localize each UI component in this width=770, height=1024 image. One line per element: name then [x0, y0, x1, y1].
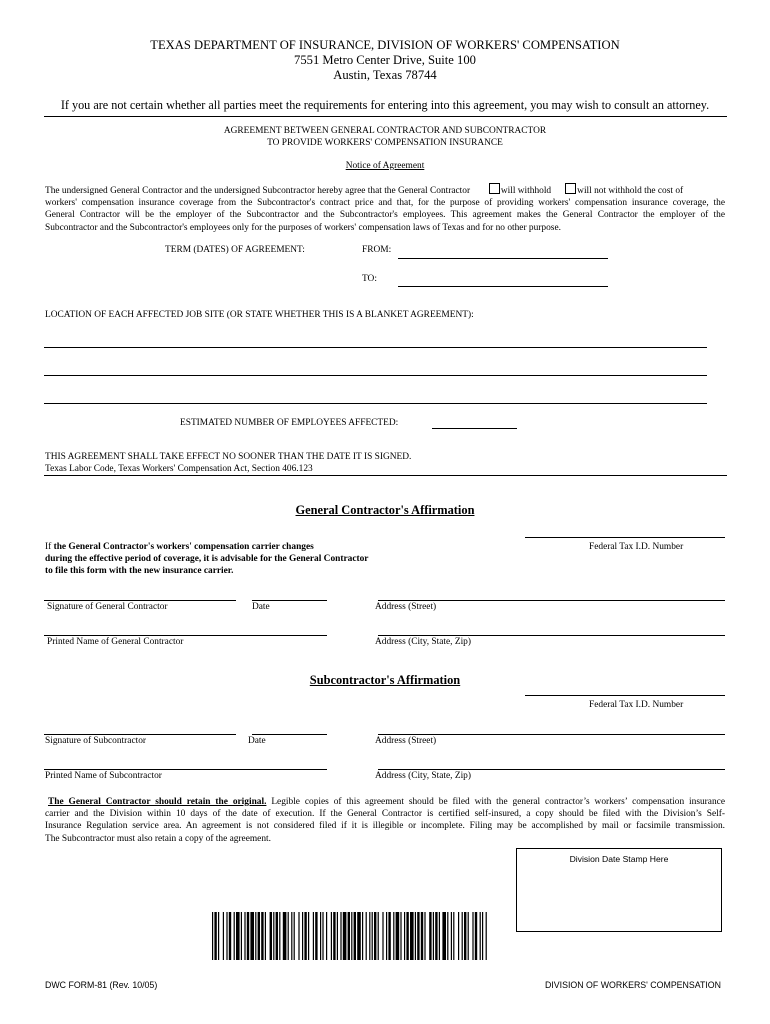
employees-label: ESTIMATED NUMBER OF EMPLOYEES AFFECTED: — [180, 418, 399, 428]
barcode-bar — [340, 912, 341, 960]
barcode-bar — [386, 912, 387, 960]
sub-fein-label: Federal Tax I.D. Number — [589, 700, 684, 710]
retain-line4: The Subcontractor must also retain a copy of the agreement. — [45, 833, 271, 844]
barcode-bar — [241, 912, 242, 960]
notice-of-agreement-text: Notice of Agreement — [345, 161, 425, 171]
header-agency: TEXAS DEPARTMENT OF INSURANCE, DIVISION OF WORKERS' COMPENSATION — [150, 38, 620, 52]
location-line-3 — [44, 403, 707, 404]
agreement-title-line1: AGREEMENT BETWEEN GENERAL CONTRACTOR AND SUBCONTRACTOR — [223, 126, 547, 136]
intro-line2: workers' compensation insurance coverage from the Subcontractor's contract price and that, for the purpose of providing workers' compensation insurance coverage, the — [45, 198, 725, 209]
barcode-bar — [276, 912, 278, 960]
barcode-bar — [396, 912, 400, 960]
barcode-bar — [304, 912, 306, 960]
withhold-label: will withhold — [500, 186, 552, 196]
term-to-line — [398, 286, 608, 287]
sub-fein-input[interactable] — [527, 680, 723, 694]
sub-address-street-input[interactable] — [380, 719, 723, 733]
barcode-bar — [223, 912, 224, 960]
gc-address-city-input[interactable] — [380, 620, 723, 634]
section-divider — [44, 475, 727, 476]
barcode-bar — [322, 912, 323, 960]
sub-fein-line — [525, 695, 725, 696]
sub-date-input[interactable] — [254, 719, 325, 733]
notice-of-agreement — [0, 161, 770, 171]
barcode-bar — [218, 912, 219, 960]
barcode-bar — [343, 912, 347, 960]
gc-fein-label: Federal Tax I.D. Number — [589, 542, 684, 552]
gc-signature-line — [44, 600, 236, 601]
barcode-bar — [439, 912, 440, 960]
barcode-bar — [326, 912, 327, 960]
barcode-bar — [388, 912, 390, 960]
barcode-bar — [247, 912, 249, 960]
retain-paragraph — [45, 796, 725, 845]
gc-date-input[interactable] — [254, 585, 325, 599]
retain-bold: The General Contractor should retain the original. — [48, 797, 267, 807]
barcode-bar — [482, 912, 483, 960]
barcode-bar — [458, 912, 459, 960]
barcode-bar — [362, 912, 363, 960]
gc-carrier-note — [45, 541, 368, 577]
not-withhold-checkbox[interactable] — [565, 183, 576, 194]
barcode-bar — [229, 912, 231, 960]
barcode-bar — [331, 912, 332, 960]
intro-line1-text: The undersigned General Contractor and the undersigned Subcontractor hereby agree that the General Contractor — [45, 186, 471, 196]
barcode-bar — [279, 912, 280, 960]
gc-printed-name-line — [44, 635, 327, 636]
barcode-bar — [291, 912, 292, 960]
barcode-bar — [486, 912, 487, 960]
barcode-bar — [369, 912, 370, 960]
barcode-bar — [453, 912, 454, 960]
sub-printed-name-input[interactable] — [46, 754, 325, 768]
barcode-bar — [410, 912, 414, 960]
division-date-stamp-label: Division Date Stamp Here — [569, 854, 669, 864]
barcode-bar — [302, 912, 303, 960]
barcode-bar — [417, 912, 419, 960]
gc-fein-input[interactable] — [527, 522, 723, 536]
barcode-bar — [313, 912, 314, 960]
barcode-bar — [415, 912, 416, 960]
barcode-bar — [424, 912, 425, 960]
retain-line2: carrier and the Division within 10 days of the date of execution. If the General Contractor is certified self-insured, a copy should be filed with the Division’s Self- — [45, 809, 725, 820]
form-header — [0, 38, 770, 83]
barcode-bar — [333, 912, 335, 960]
location-line-1 — [44, 347, 707, 348]
gc-note-line1 — [45, 541, 368, 553]
barcode-bar — [298, 912, 299, 960]
barcode-bar — [288, 912, 289, 960]
barcode-bar — [315, 912, 317, 960]
barcode-bar — [283, 912, 287, 960]
location-line-2 — [44, 375, 707, 376]
barcode-bar — [468, 912, 469, 960]
sub-signature-line — [44, 734, 236, 735]
barcode-bar — [351, 912, 352, 960]
barcode-bar — [472, 912, 473, 960]
gc-note-line1-text: the General Contractor's workers' compensation carrier changes — [53, 542, 314, 552]
barcode-bar — [421, 912, 423, 960]
location-input-1[interactable] — [46, 332, 705, 346]
barcode-bar — [320, 912, 321, 960]
intro-paragraph — [45, 183, 725, 234]
gc-address-street-line — [378, 600, 725, 601]
barcode-bar — [464, 912, 466, 960]
gc-signature-input[interactable] — [46, 585, 234, 599]
sub-address-city-label: Address (City, State, Zip) — [375, 771, 471, 781]
barcode-bar — [374, 912, 376, 960]
gc-date-label: Date — [252, 602, 270, 612]
barcode-bar — [451, 912, 452, 960]
term-from-label: FROM: — [362, 245, 392, 255]
barcode-bar — [366, 912, 367, 960]
barcode-bar — [265, 912, 266, 960]
sub-date-line — [252, 734, 327, 735]
barcode-bar — [400, 912, 401, 960]
gc-address-city-line — [378, 635, 725, 636]
sub-address-city-input[interactable] — [380, 754, 723, 768]
term-from-input[interactable] — [400, 243, 606, 257]
term-label: TERM (DATES) OF AGREEMENT: — [165, 245, 305, 255]
barcode-bar — [462, 912, 463, 960]
sub-address-city-line — [378, 769, 725, 770]
gc-signature-label: Signature of General Contractor — [47, 602, 168, 612]
gc-note-line2: during the effective period of coverage, it is advisable for the General Contractor — [45, 554, 369, 564]
gc-date-line — [252, 600, 327, 601]
effect-line1: THIS AGREEMENT SHALL TAKE EFFECT NO SOONER THAN THE DATE IT IS SIGNED. — [45, 452, 412, 462]
sub-signature-input[interactable] — [46, 719, 234, 733]
sub-section-title-text: Subcontractor's Affirmation — [309, 673, 461, 687]
barcode-bar — [214, 912, 216, 960]
agreement-title — [0, 126, 770, 149]
sub-printed-name-label: Printed Name of Subcontractor — [45, 771, 162, 781]
barcode-bar — [480, 912, 481, 960]
barcode-bar — [348, 912, 350, 960]
barcode-bar — [270, 912, 272, 960]
barcode-bar — [250, 912, 254, 960]
retain-line3: Insurance Regulation service area. An agreement is not considered filed if it is illegible or incomplete. Filing may be accomplished by mail or facsimile transmission. — [45, 821, 725, 832]
barcode-bar — [354, 912, 356, 960]
gc-fein-line — [525, 537, 725, 538]
term-to-label: TO: — [362, 274, 377, 284]
barcode-bar — [236, 912, 240, 960]
sub-signature-label: Signature of Subcontractor — [45, 736, 147, 746]
barcode-bar — [404, 912, 405, 960]
barcode-bar — [337, 912, 338, 960]
barcode-bar — [435, 912, 437, 960]
barcode-bar — [447, 912, 448, 960]
sub-date-label: Date — [248, 736, 266, 746]
sub-address-street-label: Address (Street) — [375, 736, 437, 746]
retain-line1 — [45, 796, 725, 808]
barcode-bar — [294, 912, 295, 960]
barcode-bar — [212, 912, 213, 960]
barcode-bar — [357, 912, 361, 960]
term-to-input[interactable] — [400, 271, 606, 285]
gc-address-city-label: Address (City, State, Zip) — [375, 637, 471, 647]
barcode-bar — [433, 912, 434, 960]
gc-note-if: If — [45, 542, 54, 552]
gc-address-street-label: Address (Street) — [375, 602, 437, 612]
location-label: LOCATION OF EACH AFFECTED JOB SITE (OR STATE WHETHER THIS IS A BLANKET AGREEMENT): — [45, 310, 474, 320]
gc-address-street-input[interactable] — [380, 585, 723, 599]
barcode-bar — [258, 912, 260, 960]
barcode-bar — [475, 912, 477, 960]
attorney-notice: If you are not certain whether all parties meet the requirements for entering into this agreement, you may wish to consult an attorney. — [60, 98, 710, 112]
footer-form-id: DWC FORM-81 (Rev. 10/05) — [45, 980, 158, 990]
location-input-2[interactable] — [46, 360, 705, 374]
barcode-bar — [393, 912, 394, 960]
form-barcode — [212, 912, 488, 960]
barcode-bar — [382, 912, 383, 960]
intro-line1 — [45, 183, 725, 197]
header-divider — [44, 116, 727, 117]
barcode-bar — [429, 912, 431, 960]
barcode-bar — [226, 912, 227, 960]
not-withhold-label: will not withhold the cost of — [577, 186, 684, 196]
intro-line3: General Contractor will be the employer of the Subcontractor and the Subcontractor's employees. This agreement makes the General Contractor the employer of the — [45, 210, 725, 221]
barcode-bar — [308, 912, 309, 960]
header-city: Austin, Texas 78744 — [333, 68, 437, 82]
effect-notice — [45, 452, 411, 475]
withhold-checkbox[interactable] — [489, 183, 500, 194]
barcode-bar — [255, 912, 256, 960]
effect-line2: Texas Labor Code, Texas Workers' Compensation Act, Section 406.123 — [45, 463, 313, 474]
location-input-3[interactable] — [46, 388, 705, 402]
sub-printed-name-line — [44, 769, 327, 770]
barcode-bar — [372, 912, 373, 960]
gc-note-line3: to file this form with the new insurance carrier. — [45, 566, 234, 576]
retain-line1-rest: Legible copies of this agreement should be filed with the general contractor’s workers’ compensation insurance — [266, 797, 725, 807]
gc-section-title — [0, 503, 770, 518]
gc-section-title-text: General Contractor's Affirmation — [295, 503, 475, 517]
employees-input[interactable] — [434, 413, 515, 427]
agreement-title-line2: TO PROVIDE WORKERS' COMPENSATION INSURANCE — [267, 137, 503, 148]
barcode-bar — [234, 912, 235, 960]
header-street: 7551 Metro Center Drive, Suite 100 — [294, 53, 476, 67]
barcode-bar — [261, 912, 263, 960]
term-from-line — [398, 258, 608, 259]
gc-printed-name-input[interactable] — [46, 620, 325, 634]
employees-line — [432, 428, 517, 429]
barcode-bar — [244, 912, 245, 960]
sub-address-street-line — [378, 734, 725, 735]
barcode-bar — [273, 912, 274, 960]
gc-printed-name-label: Printed Name of General Contractor — [47, 637, 184, 647]
barcode-bar — [406, 912, 408, 960]
barcode-bar — [378, 912, 379, 960]
intro-line4: Subcontractor and the Subcontractor's employees only for the purposes of workers' compensation laws of Texas and for no other purpose. — [45, 222, 561, 233]
barcode-bar — [442, 912, 446, 960]
footer-division: DIVISION OF WORKERS' COMPENSATION — [545, 980, 722, 990]
